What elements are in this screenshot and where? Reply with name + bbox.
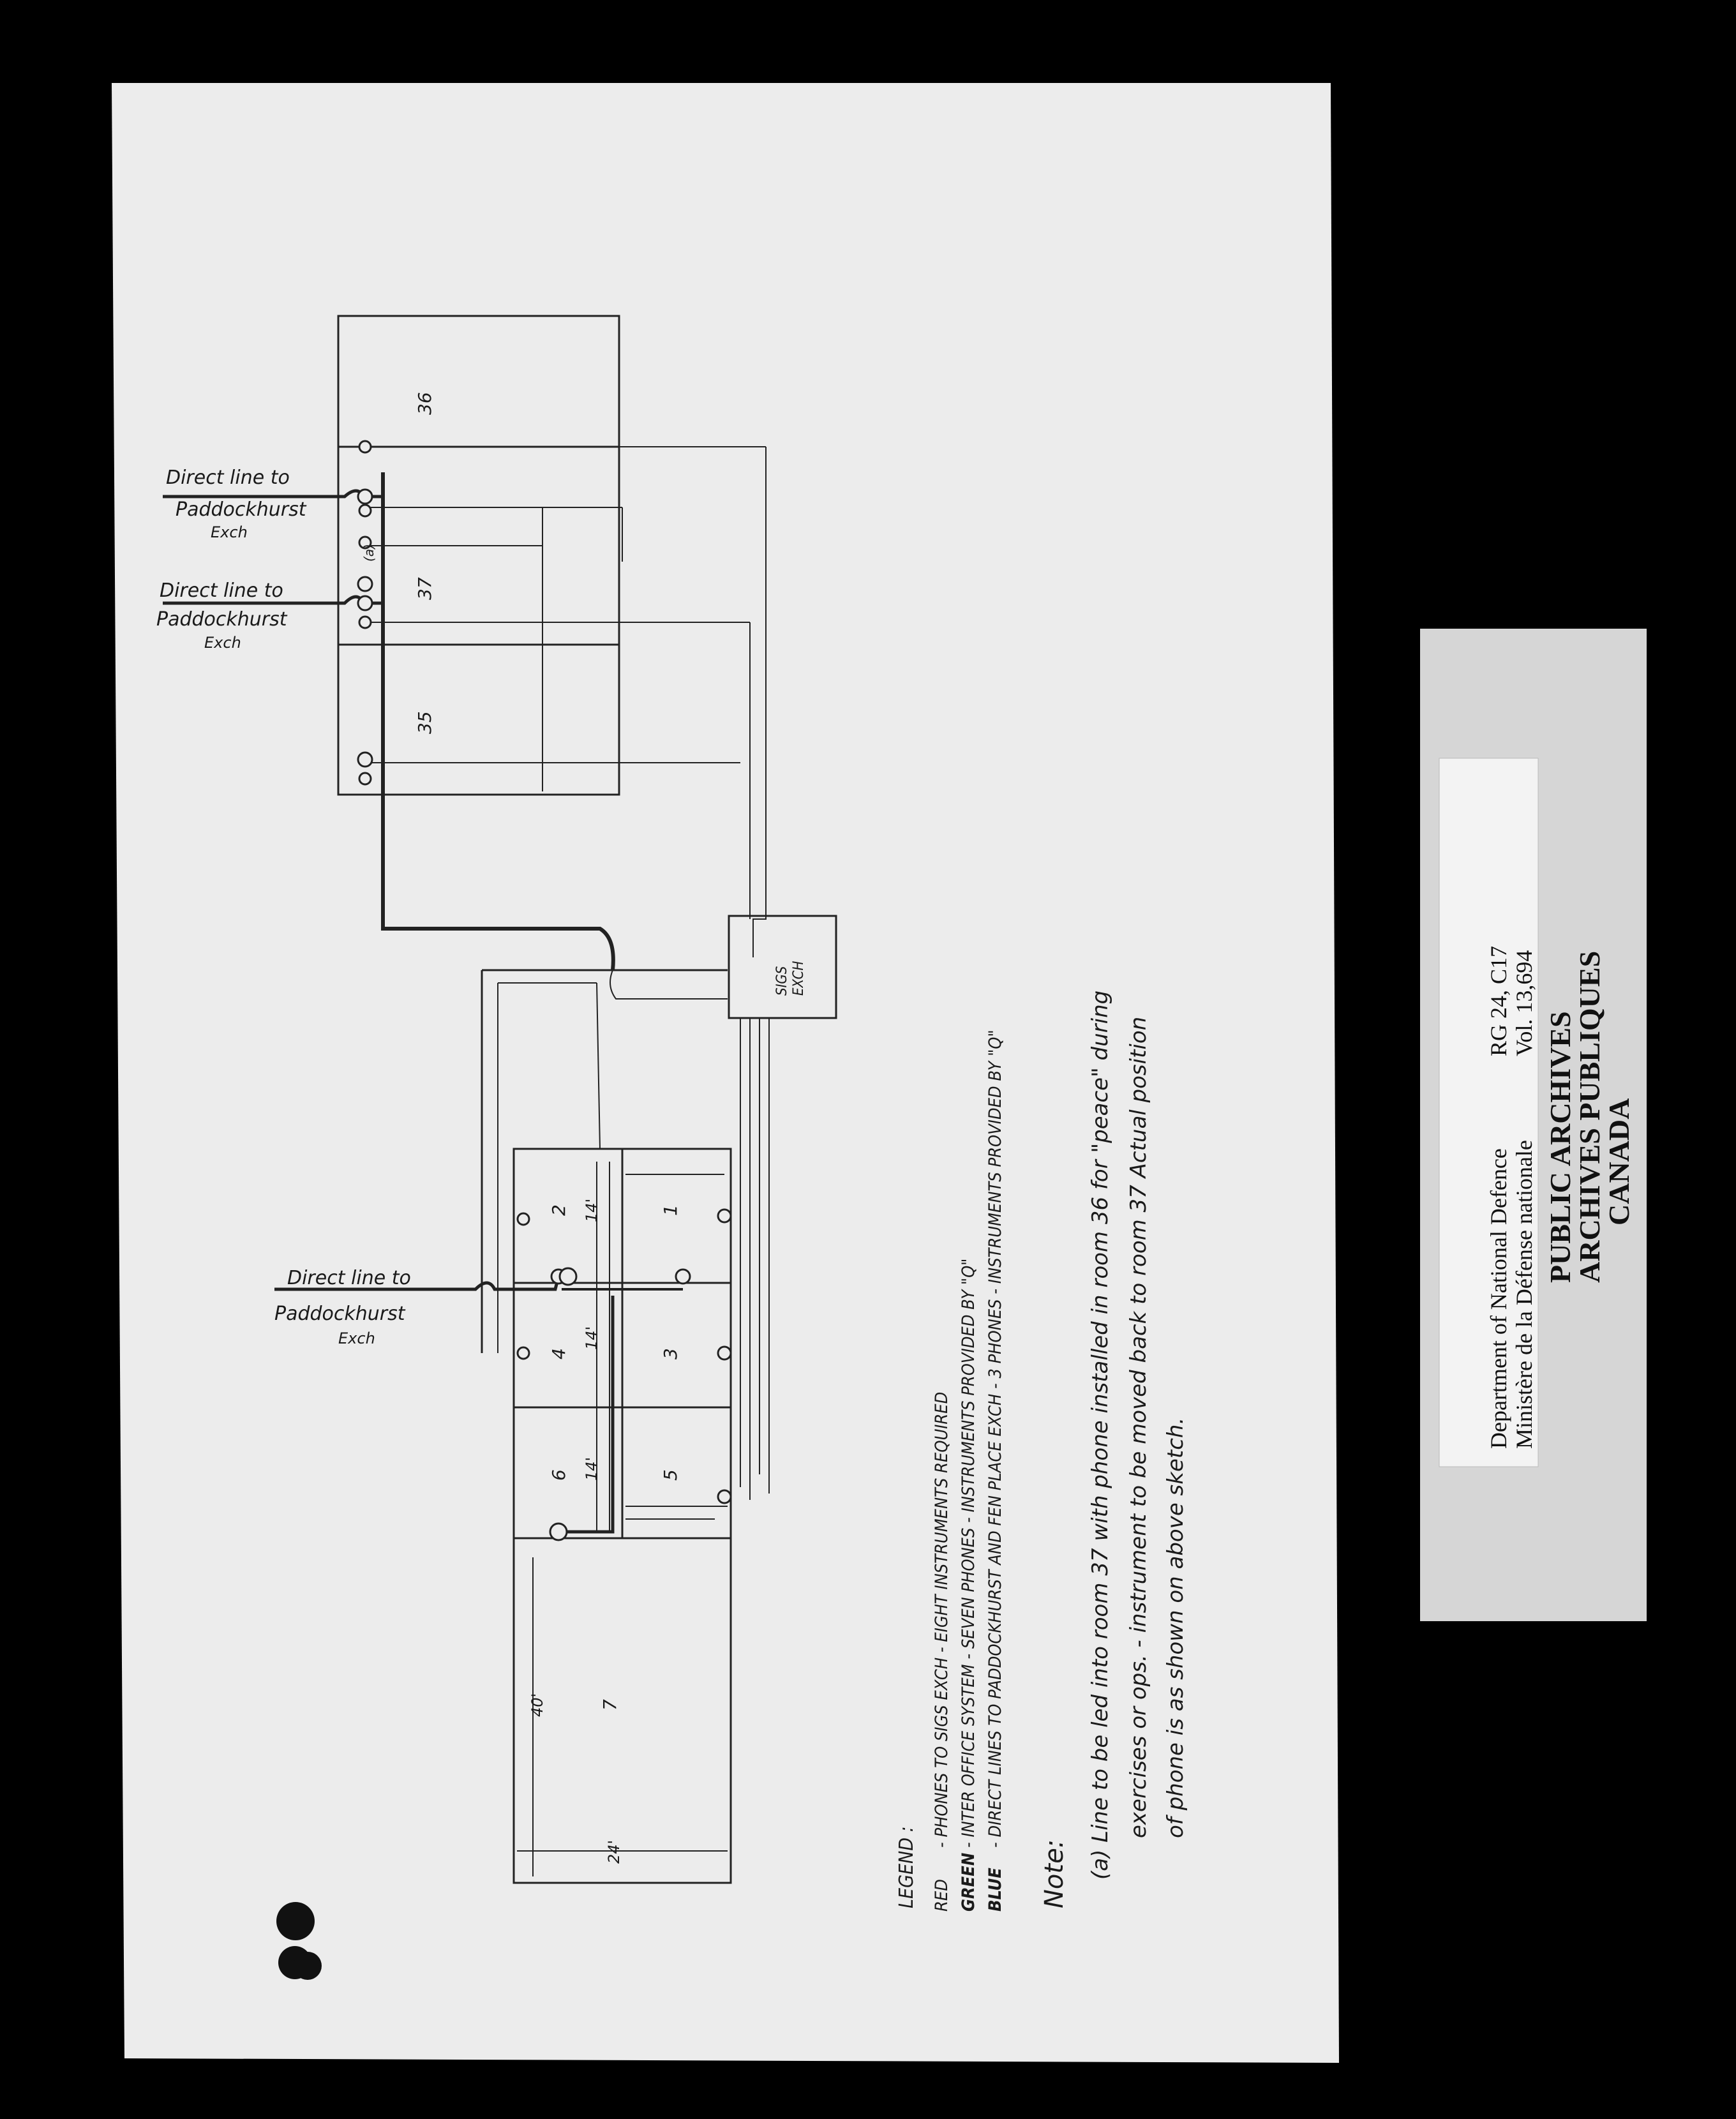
archive-label-text [1486, 946, 1537, 1449]
svg-text:Paddockhurst: Paddockhurst [156, 608, 287, 631]
note-line-1: (a) Line to be led into room 37 with phone installed in room 36 for "peace" during [1088, 990, 1113, 1880]
svg-text:Paddockhurst: Paddockhurst [176, 498, 306, 521]
exch-label-1: SIGS [774, 966, 790, 996]
exch-label-2: EXCH [791, 961, 807, 996]
room-37-number: 36 [414, 392, 435, 415]
legend-green-text: - INTER OFFICE SYSTEM - SEVEN PHONES - INSTRUMENTS PROVIDED BY "Q" [959, 1258, 978, 1848]
note-line-2: exercises or ops. - instrument to be moved back to room 37 Actual position [1126, 1016, 1151, 1838]
room-1-number: 1 [660, 1204, 681, 1216]
dept-en: Department of National Defence [1486, 1148, 1511, 1449]
svg-text:Direct line to: Direct line to [160, 580, 283, 602]
svg-text:Direct line to: Direct line to [166, 467, 290, 489]
svg-text:Paddockhurst: Paddockhurst [274, 1303, 405, 1325]
room-7-number: 7 [599, 1699, 620, 1711]
legend-heading: LEGEND : [895, 1826, 918, 1908]
note-line-3: of phone is as shown on above sketch. [1163, 1417, 1188, 1838]
dim-14-a: 14' [583, 1198, 601, 1222]
room-3-number: 3 [660, 1348, 681, 1359]
canada: CANADA [1603, 1098, 1635, 1225]
room-35-number: 35 [414, 711, 435, 734]
room-2-number: 2 [548, 1204, 569, 1216]
legend-red-text: - PHONES TO SIGS EXCH - EIGHT INSTRUMENTS REQUIRED [932, 1391, 952, 1848]
dept-fr: Ministère de la Défense nationale [1511, 1140, 1537, 1449]
room-5-number: 5 [660, 1469, 681, 1481]
legend-blue-key: BLUE [985, 1868, 1005, 1912]
svg-text:Direct line to: Direct line to [287, 1267, 411, 1289]
room-4-number: 4 [548, 1348, 569, 1359]
note-heading: Note: [1040, 1839, 1069, 1908]
legend-red-key: RED [932, 1879, 952, 1912]
room-6-number: 6 [548, 1469, 569, 1481]
phone-marker: (a) [361, 544, 377, 562]
legend-green-key: GREEN [959, 1852, 978, 1912]
dim-40: 40' [528, 1693, 546, 1717]
public-archives: PUBLIC ARCHIVES [1544, 1011, 1576, 1283]
legend-blue-text: - DIRECT LINES TO PADDOCKHURST AND FEN PLACE EXCH - 3 PHONES - INSTRUMENTS PROVIDED BY "Q" [985, 1030, 1005, 1848]
svg-text:Exch: Exch [211, 523, 248, 541]
svg-text:Exch: Exch [338, 1329, 375, 1347]
paper-sheet [112, 83, 1339, 2063]
svg-text:Exch: Exch [204, 634, 241, 652]
room-36-number: 37 [414, 577, 435, 600]
archive-ref-1: RG 24, C17 [1486, 945, 1511, 1056]
dim-14-b: 14' [583, 1326, 601, 1350]
archive-ref-2: Vol. 13,694 [1511, 950, 1537, 1056]
archives-publiques: ARCHIVES PUBLIQUES [1573, 950, 1606, 1283]
dim-14-c: 14' [583, 1456, 601, 1481]
dim-24: 24' [605, 1839, 623, 1864]
